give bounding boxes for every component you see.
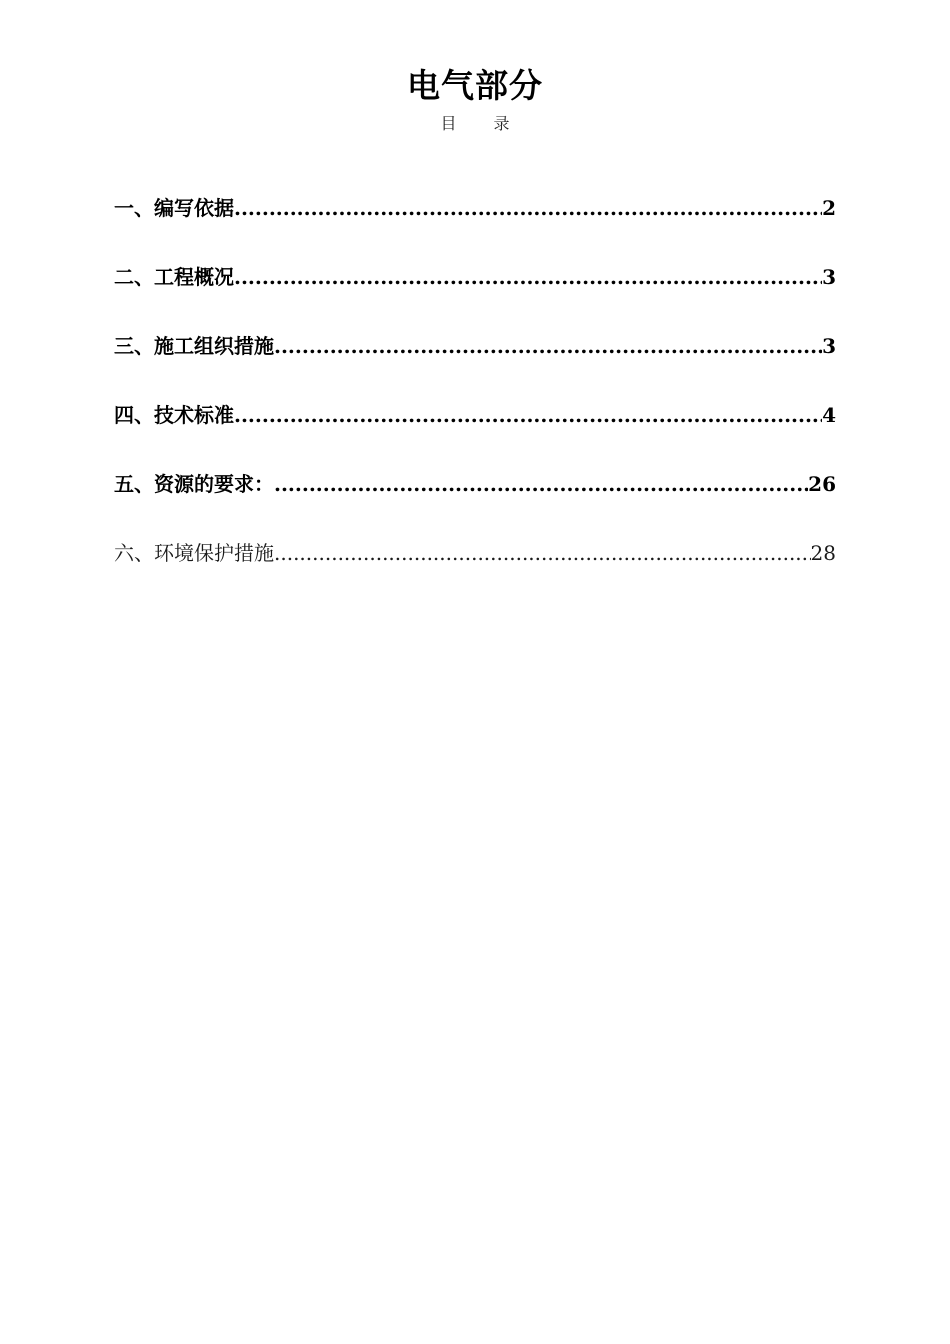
toc-entry-label: 四、技术标准: [114, 403, 234, 427]
toc-entry-label: 二、工程概况: [114, 265, 234, 289]
table-of-contents: [114, 190, 836, 604]
toc-entry-label: 三、施工组织措施: [114, 334, 274, 358]
toc-entry-standards[interactable]: [114, 397, 836, 466]
toc-dot-leader: [234, 259, 822, 295]
toc-entry-page: 2: [822, 196, 836, 220]
toc-entry-resources[interactable]: [114, 466, 836, 535]
toc-entry-environment[interactable]: [114, 535, 836, 604]
toc-dot-leader: [234, 397, 822, 433]
toc-dot-leader: [274, 535, 811, 571]
toc-heading: 目 录: [440, 114, 526, 133]
toc-entry-page: 3: [822, 265, 836, 289]
document-title: 电气部分: [407, 66, 543, 105]
toc-entry-organization[interactable]: [114, 328, 836, 397]
toc-entry-page: 4: [822, 403, 836, 427]
toc-entry-label: 一、编写依据: [114, 196, 234, 220]
toc-entry-basis[interactable]: [114, 190, 836, 259]
toc-dot-leader: [234, 190, 822, 226]
toc-entry-page: 3: [822, 334, 836, 358]
toc-entry-page: 26: [808, 472, 836, 496]
toc-dot-leader: [274, 328, 822, 364]
toc-entry-page: 28: [810, 541, 836, 565]
toc-entry-label: 五、资源的要求：: [114, 472, 274, 496]
toc-dot-leader: [274, 466, 808, 502]
toc-entry-overview[interactable]: [114, 259, 836, 328]
toc-entry-label: 六、环境保护措施: [114, 541, 274, 565]
